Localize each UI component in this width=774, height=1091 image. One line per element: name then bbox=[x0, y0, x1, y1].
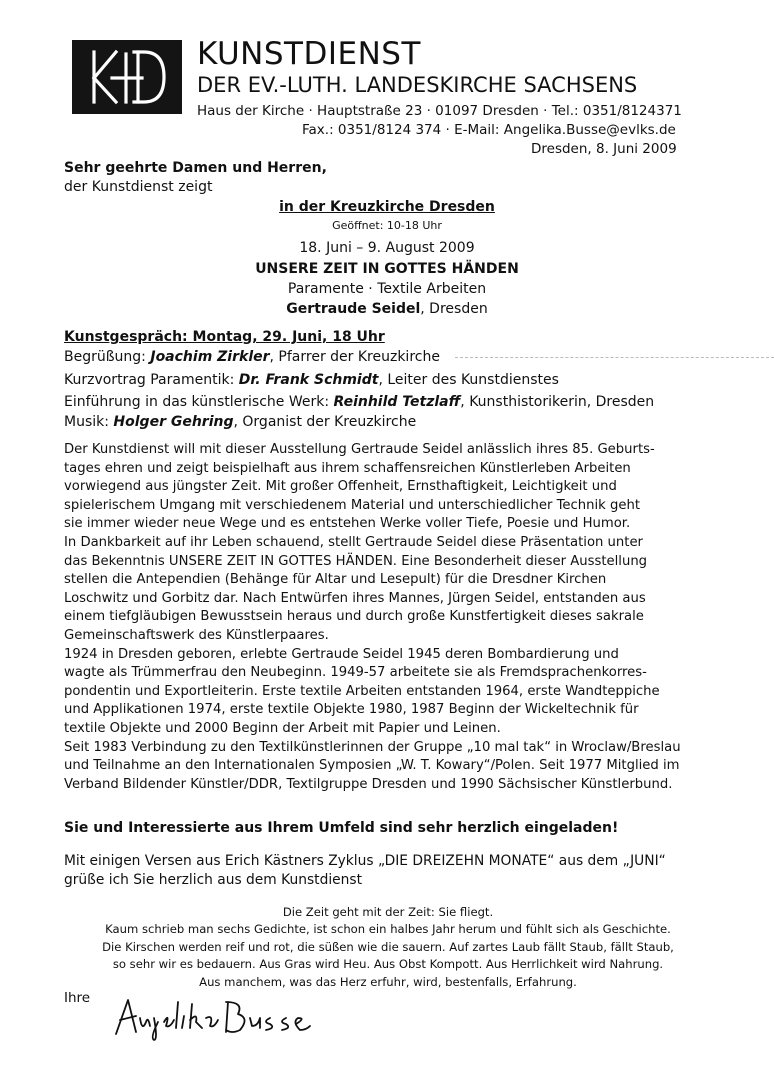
program-detail: , Kunsthistorikerin, Dresden bbox=[460, 394, 655, 410]
body-line: pondentin und Exportleiterin. Erste textile Arbeiten entstanden 1964, erste Wandteppiche bbox=[64, 683, 660, 699]
artist-name: Gertraude Seidel bbox=[286, 301, 421, 317]
body-line: Verband Bildender Künstler/DDR, Textilgruppe Dresden und 1990 Sächsischer Künstlerbund. bbox=[64, 776, 673, 792]
body-line: sie immer wieder neue Wege und es entstehen Werke voller Tiefe, Poesie und Humor. bbox=[64, 516, 631, 532]
body-line: 1924 in Dresden geboren, erlebte Gertraude Seidel 1945 deren Bombardierung und bbox=[64, 646, 619, 662]
body-line: vorwiegend aus jüngster Zeit. Mit großer Offenheit, Ernsthaftigkeit, Leichtigkeit und bbox=[64, 479, 617, 495]
program-person: Joachim Zirkler bbox=[150, 349, 270, 365]
body-line: Der Kunstdienst will mit dieser Ausstellung Gertraude Seidel anlässlich ihres 85. Geburts- bbox=[64, 442, 655, 457]
org-subtitle: DER EV.-LUTH. LANDESKIRCHE SACHSENS bbox=[197, 73, 638, 97]
program-person: Reinhild Tetzlaff bbox=[333, 394, 461, 410]
program-role: Kurzvortrag Paramentik: bbox=[64, 372, 239, 388]
exhibition-dates: 18. Juni – 9. August 2009 bbox=[299, 240, 475, 256]
address-line-2: Fax.: 0351/8124 374 · E-Mail: Angelika.Busse@evlks.de bbox=[302, 122, 676, 138]
closing-line: Mit einigen Versen aus Erich Kästners Zyklus „DIE DREIZEHN MONATE“ aus dem „JUNI“ bbox=[64, 853, 666, 869]
kunstdienst-logo-icon bbox=[72, 40, 182, 114]
exhibition-venue: in der Kreuzkirche Dresden bbox=[279, 199, 495, 215]
body-line: Seit 1983 Verbindung zu den Textilkünstlerinnen der Gruppe „10 mal tak“ in Wroclaw/Breslau bbox=[64, 739, 681, 755]
handwritten-signature-icon bbox=[110, 992, 340, 1046]
body-line: und Teilnahme an den Internationalen Symposien „W. T. Kowary“/Polen. Seit 1977 Mitglied im bbox=[64, 758, 680, 774]
poem-line: Die Kirschen werden reif und rot, die süßen wie die sauern. Auf zartes Laub fällt Staub, fällt Staub, bbox=[102, 939, 674, 954]
signoff: Ihre bbox=[64, 990, 91, 1006]
program-role: Einführung in das künstlerische Werk: bbox=[64, 394, 334, 410]
body-line: Loschwitz und Gorbitz dar. Nach Entwürfen ihres Mannes, Jürgen Seidel, entstanden aus bbox=[64, 590, 646, 606]
poem-line: so sehr wir es bedauern. Aus Gras wird Heu. Aus Obst Kompott. Aus Herrlichkeit wird Nahrung. bbox=[112, 957, 664, 972]
body-line: Gemeinschaftswerk des Künstlerpaares. bbox=[64, 627, 329, 643]
poem-line: Die Zeit geht mit der Zeit: Sie fliegt. bbox=[282, 905, 494, 919]
program-item bbox=[64, 349, 440, 365]
body-line: textile Objekte und 2000 Beginn der Arbeit mit Papier und Leinen. bbox=[64, 720, 501, 736]
body-line: spielerischem Umgang mit verschiedenem Material und unterschiedlicher Technik geht bbox=[64, 497, 641, 513]
body-line: In Dankbarkeit auf ihr Leben schauend, stellt Gertraude Seidel diese Präsentation unter bbox=[64, 534, 643, 550]
program-item bbox=[64, 394, 654, 410]
greeting: Sehr geehrte Damen und Herren, bbox=[64, 160, 327, 176]
artist-city: , Dresden bbox=[420, 301, 488, 317]
body-line: stellen die Antependien (Behänge für Altar und Lesepult) für die Dresdner Kirchen bbox=[64, 572, 607, 588]
program-detail: , Leiter des Kunstdienstes bbox=[378, 372, 559, 388]
closing-text bbox=[64, 852, 666, 890]
poem bbox=[50, 904, 726, 991]
poem-line: Kaum schrieb man sechs Gedichte, ist schon ein halbes Jahr herum und fühlt sich als Geschichte. bbox=[105, 922, 671, 937]
closing-line: grüße ich Sie herzlich aus dem Kunstdienst bbox=[64, 872, 362, 888]
letter-date: Dresden, 8. Juni 2009 bbox=[531, 141, 677, 157]
program-detail: , Organist der Kreuzkirche bbox=[233, 414, 417, 430]
program-item bbox=[64, 414, 416, 430]
poem-line: Aus manchem, was das Herz erfuhr, wird, bestenfalls, Erfahrung. bbox=[199, 974, 577, 989]
org-name: KUNSTDIENST bbox=[197, 36, 421, 72]
exhibition-artist bbox=[64, 301, 710, 317]
body-line: einem tiefgläubigen Bewusstsein heraus und durch große Kunstfertigkeit dieses sakrale bbox=[64, 609, 644, 625]
body-line: und Applikationen 1974, erste textile Objekte 1980, 1987 Beginn der Wickeltechnik für bbox=[64, 702, 639, 718]
exhibition-subtitle: Paramente · Textile Arbeiten bbox=[287, 281, 487, 297]
body-line: tages ehren und zeigt beispielhaft aus ihrem schaffensreichen Künstlerleben Arbeiten bbox=[64, 460, 631, 476]
program-detail: , Pfarrer der Kreuzkirche bbox=[269, 349, 440, 365]
program-person: Holger Gehring bbox=[113, 414, 234, 430]
program-person: Dr. Frank Schmidt bbox=[238, 372, 379, 388]
exhibition-title: UNSERE ZEIT IN GOTTES HÄNDEN bbox=[255, 261, 519, 277]
program-role: Musik: bbox=[64, 414, 114, 430]
talk-heading: Kunstgespräch: Montag, 29. Juni, 18 Uhr bbox=[64, 329, 385, 345]
intro-line: der Kunstdienst zeigt bbox=[64, 179, 213, 195]
divider bbox=[455, 357, 774, 358]
body-line: wagte als Trümmerfrau den Neubeginn. 1949-57 arbeitete sie als Fremdsprachenkorres- bbox=[64, 665, 647, 681]
body-text bbox=[64, 441, 724, 794]
opening-hours: Geöffnet: 10-18 Uhr bbox=[332, 219, 442, 232]
address-line-1: Haus der Kirche · Hauptstraße 23 · 01097 Dresden · Tel.: 0351/8124371 bbox=[197, 103, 682, 119]
program-role: Begrüßung: bbox=[64, 349, 151, 365]
invitation: Sie und Interessierte aus Ihrem Umfeld sind sehr herzlich eingeladen! bbox=[64, 820, 619, 836]
body-line: das Bekenntnis UNSERE ZEIT IN GOTTES HÄNDEN. Eine Besonderheit dieser Ausstellung bbox=[64, 553, 648, 569]
program-item bbox=[64, 372, 559, 388]
